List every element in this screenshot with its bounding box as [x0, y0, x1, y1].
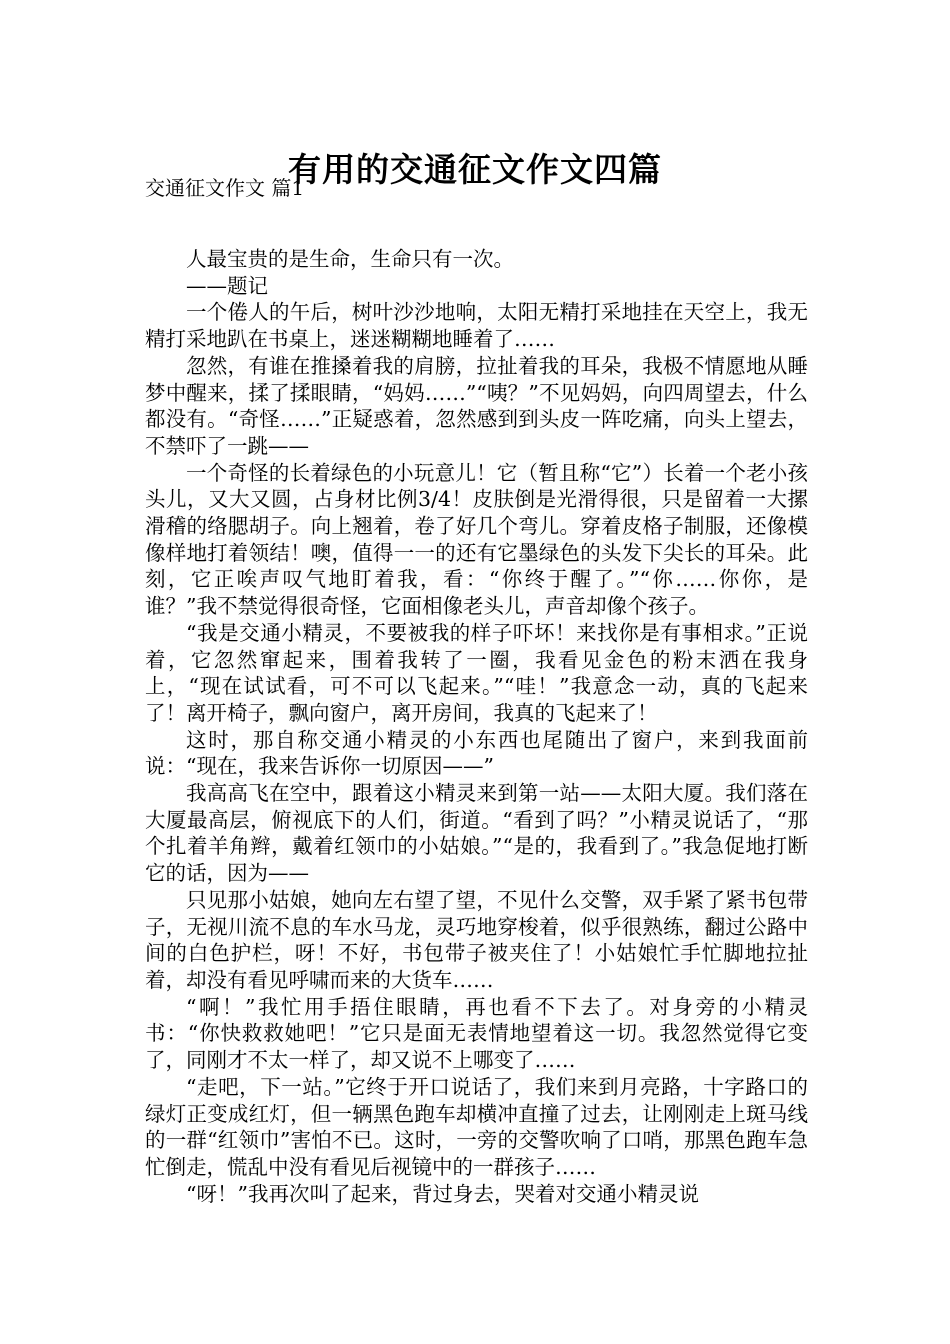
article-body	[145, 246, 808, 1207]
paragraph-10: “啊！”我忙用手捂住眼睛，再也看不下去了。对身旁的小精灵书：“你快救救她吧！”它只是面无表情地望着这一切。我忽然觉得它变了，同刚才不太一样了，却又说不上哪变了……	[145, 994, 808, 1073]
paragraph-9: 只见那小姑娘，她向左右望了望，不见什么交警，双手紧了紧书包带子，无视川流不息的车水马龙，灵巧地穿梭着，似乎很熟练，翻过公路中间的白色护栏，呀！不好，书包带子被夹住了！小姑娘忙手忙脚地拉扯着，却没有看见呼啸而来的大货车……	[145, 887, 808, 992]
paragraph-6: “我是交通小精灵，不要被我的样子吓坏！来找你是有事相求。”正说着，它忽然窜起来，围着我转了一圈，我看见金色的粉末洒在我身上，“现在试试看，可不可以飞起来。”“哇！”我意念一动，真的飞起来了！离开椅子，飘向窗户，离开房间，我真的飞起来了！	[145, 620, 808, 725]
section-heading: 交通征文作文 篇1	[145, 176, 305, 200]
paragraph-1: 人最宝贵的是生命，生命只有一次。	[186, 247, 514, 271]
paragraph-4: 忽然，有谁在推搡着我的肩膀，拉扯着我的耳朵，我极不情愿地从睡梦中醒来，揉了揉眼睛，“妈妈……”“咦？”不见妈妈，向四周望去，什么都没有。“奇怪……”正疑惑着，忽然感到到头皮一阵吃痛，向头上望去，不禁吓了一跳——	[145, 353, 808, 458]
paragraph-11: “走吧，下一站。”它终于开口说话了，我们来到月亮路，十字路口的绿灯正变成红灯，但一辆黑色跑车却横冲直撞了过去，让刚刚走上斑马线的一群“红领巾”害怕不已。这时，一旁的交警吹响了口哨，那黑色跑车急忙倒走，慌乱中没有看见后视镜中的一群孩子……	[145, 1074, 808, 1179]
paragraph-2: ——题记	[186, 273, 268, 298]
paragraph-3: 一个倦人的午后，树叶沙沙地响，太阳无精打采地挂在天空上，我无精打采地趴在书桌上，迷迷糊糊地睡着了……	[145, 300, 808, 352]
paragraph-8: 我高高飞在空中，跟着这小精灵来到第一站——太阳大厦。我们落在大厦最高层，俯视底下的人们，街道。“看到了吗？”小精灵说话了，“那个扎着羊角辫，戴着红领巾的小姑娘。”“是的，我看到了。”我急促地打断它的话，因为——	[145, 781, 808, 886]
paragraph-12: “呀！”我再次叫了起来，背过身去，哭着对交通小精灵说	[186, 1181, 699, 1206]
paragraph-5: 一个奇怪的长着绿色的小玩意儿！它（暂且称“它”）长着一个老小孩头儿，又大又圆，占身材比例3/4！皮肤倒是光滑得很，只是留着一大摞滑稽的络腮胡子。向上翘着，卷了好几个弯儿。穿着皮格子制服，还像模像样地打着领结！噢，值得一一的还有它墨绿色的头发下尖长的耳朵。此刻，它正唉声叹气地盯着我，看：“你终于醒了。”“你……你你，是谁？”我不禁觉得很奇怪，它面相像老头儿，声音却像个孩子。	[145, 460, 808, 619]
document-title: 有用的交通征文作文四篇	[288, 150, 662, 190]
paragraph-7: 这时，那自称交通小精灵的小东西也尾随出了窗户，来到我面前说：“现在，我来告诉你一切原因——”	[145, 727, 808, 779]
